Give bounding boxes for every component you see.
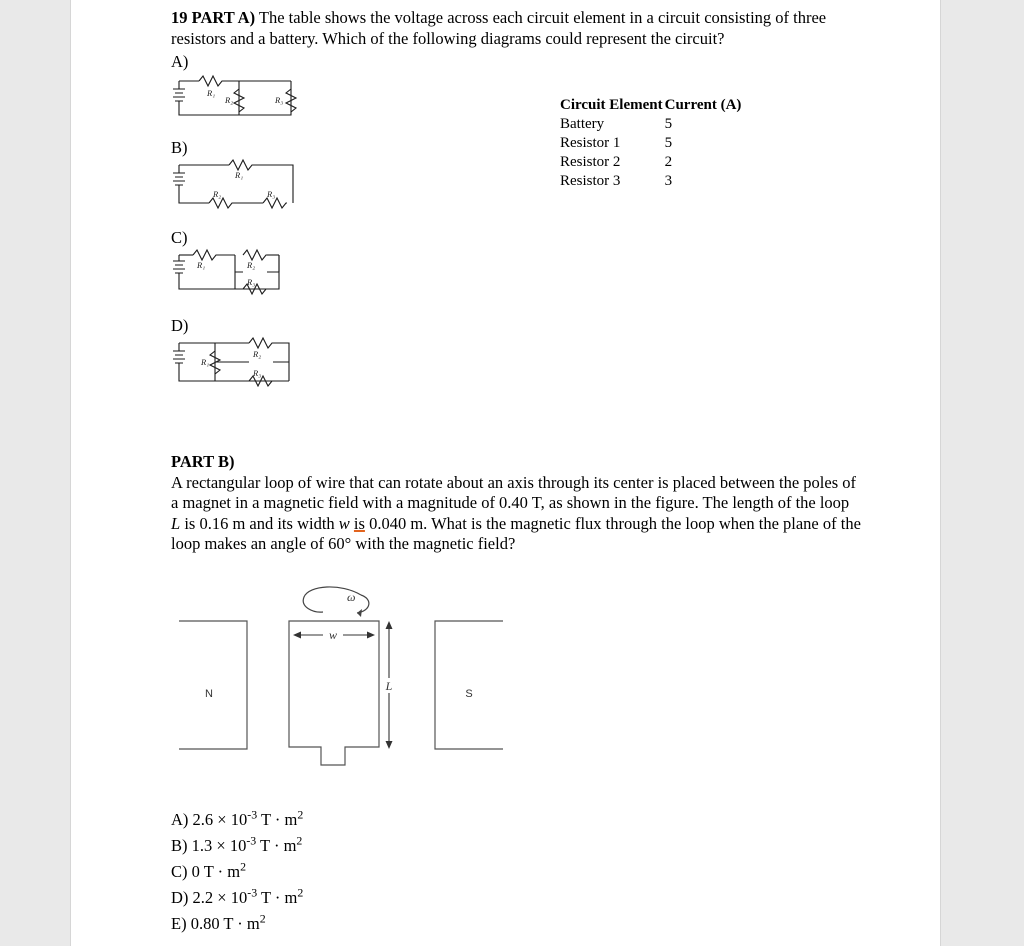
answer-d-mantissa: 2.2 xyxy=(192,887,214,907)
part-b-body-line3b: is 0.16 m and its width xyxy=(180,513,339,533)
table-cell-element: Resistor 3 xyxy=(560,173,621,189)
table-cell-element: Resistor 1 xyxy=(560,135,621,151)
table-cell-current: 5 xyxy=(664,116,673,132)
current-table-body xyxy=(559,115,742,191)
table-cell-current: 2 xyxy=(664,154,673,170)
answer-choice-a[interactable] xyxy=(171,807,861,830)
answer-c-mantissa: 0 xyxy=(191,861,200,881)
part-b-body-line4: loop when the plane of the loop makes an angle of 60° with the magnetic field? xyxy=(171,513,861,553)
part-b-body-line1: A rectangular loop of wire that can rotate about an axis through its center is placed between the xyxy=(171,472,800,492)
circuit-b-r3-label: R₃ xyxy=(267,189,276,199)
answer-e-unit: T · m xyxy=(223,913,260,933)
south-pole-label: S xyxy=(465,687,473,700)
answer-choice-d[interactable] xyxy=(171,885,861,908)
part-a-heading: PART A) xyxy=(191,8,256,27)
part-a-body-line1: The table shows the voltage across each circuit element in a circuit consisting of xyxy=(258,8,790,27)
circuit-diagram-b xyxy=(171,157,301,211)
answer-choice-b[interactable] xyxy=(171,833,861,856)
part-b-answers xyxy=(171,807,861,934)
circuit-b-r2-label: R₂ xyxy=(213,189,222,199)
part-a-number: 19 xyxy=(171,8,188,27)
answer-d-base: 10 xyxy=(230,887,248,907)
table-row xyxy=(559,172,742,191)
table-header-row xyxy=(559,96,742,115)
current-table-inner xyxy=(559,96,742,191)
answer-d-letter: D) xyxy=(171,887,189,907)
length-label: L xyxy=(385,678,393,693)
answer-c-letter: C) xyxy=(171,861,188,881)
answer-b-letter: B) xyxy=(171,835,188,855)
option-b-letter: B) xyxy=(171,138,188,157)
document-content xyxy=(171,8,861,934)
answer-b-exponent: -3 xyxy=(246,833,257,847)
symbol-L: L xyxy=(171,513,181,533)
magnet-loop-svg xyxy=(171,579,511,789)
spellcheck-word-is: is xyxy=(353,513,365,533)
answer-b-base: 10 xyxy=(229,835,247,855)
answer-b-times: × xyxy=(216,835,226,855)
answer-choice-c[interactable] xyxy=(171,859,861,882)
part-b-heading: PART B) xyxy=(171,452,235,471)
answer-e-unit-exp: 2 xyxy=(259,911,266,925)
north-pole-shape xyxy=(179,621,247,749)
current-table xyxy=(559,96,742,191)
circuit-d-r3-label: R₃ xyxy=(253,368,262,378)
answer-e-mantissa: 0.80 xyxy=(190,913,220,933)
answer-d-unit: T · m xyxy=(260,887,298,907)
answer-e-letter: E) xyxy=(171,913,187,933)
north-pole-label: N xyxy=(205,687,213,700)
option-a-letter: A) xyxy=(171,52,189,71)
answer-b-unit-exp: 2 xyxy=(296,833,303,847)
answer-b-mantissa: 1.3 xyxy=(191,835,213,855)
part-b-section xyxy=(171,452,861,555)
table-cell-current: 5 xyxy=(664,135,673,151)
width-label: w xyxy=(328,627,338,642)
table-row xyxy=(559,134,742,153)
circuit-c-r2-label: R₂ xyxy=(247,260,256,270)
table-cell-element: Battery xyxy=(560,116,605,132)
table-row xyxy=(559,153,742,172)
circuit-a-r3-label: R₃ xyxy=(275,95,284,105)
table-row xyxy=(559,115,742,134)
answer-a-unit: T · m xyxy=(260,809,298,829)
circuit-a-r1-label: R₁ xyxy=(207,88,216,98)
current-table-container xyxy=(559,96,793,196)
part-b-body-line2: poles of a magnet in a magnetic field with a magnitude of 0.40 T, as shown in the figure. The xyxy=(171,472,856,512)
answer-a-mantissa: 2.6 xyxy=(192,809,214,829)
part-b-question xyxy=(171,473,861,555)
circuit-b-r1-label: R₁ xyxy=(235,170,244,180)
wire-loop-shape xyxy=(289,621,379,765)
answer-d-times: × xyxy=(217,887,227,907)
circuit-c-r1-label: R₁ xyxy=(197,260,206,270)
magnet-loop-figure xyxy=(171,579,861,794)
symbol-w: w xyxy=(338,513,350,533)
south-pole-shape xyxy=(435,621,503,749)
answer-b-unit: T · m xyxy=(260,835,297,855)
part-a-question xyxy=(171,8,861,49)
rotation-arrow-icon xyxy=(303,586,369,616)
table-cell-current: 3 xyxy=(664,173,673,189)
option-c[interactable] xyxy=(171,229,861,297)
circuit-c-r3-label: R₃ xyxy=(247,277,256,287)
answer-c-unit-exp: 2 xyxy=(240,859,247,873)
answer-a-unit-exp: 2 xyxy=(297,807,304,821)
option-d-letter: D) xyxy=(171,316,189,335)
answer-c-unit: T · m xyxy=(203,861,241,881)
answer-choice-e[interactable] xyxy=(171,911,861,934)
circuit-d-r1-label: R₁ xyxy=(201,357,210,367)
circuit-diagram-a xyxy=(171,71,301,123)
part-a-body-line2: three resistors and a battery. Which of the following diagrams could represent the circuit? xyxy=(171,8,827,48)
option-c-letter: C) xyxy=(171,228,188,247)
part-b-body-line3c: 0.040 m. What is the magnetic flux through the xyxy=(364,513,682,533)
table-header-element: Circuit Element xyxy=(560,97,663,113)
answer-a-base: 10 xyxy=(230,809,248,829)
option-d[interactable] xyxy=(171,317,861,387)
answer-a-letter: A) xyxy=(171,809,189,829)
table-header-current: Current (A) xyxy=(664,97,742,113)
circuit-a-r2-label: R₂ xyxy=(225,95,234,105)
answer-a-exponent: -3 xyxy=(247,807,258,821)
circuit-diagram-d xyxy=(171,335,301,387)
part-b-body-line3a: length of the loop xyxy=(732,493,850,512)
part-b-heading-row xyxy=(171,452,861,473)
circuit-diagram-c xyxy=(171,247,301,297)
circuit-d-r2-label: R₂ xyxy=(253,349,262,359)
answer-a-times: × xyxy=(217,809,227,829)
current-table-head xyxy=(559,96,742,115)
answer-d-unit-exp: 2 xyxy=(297,885,304,899)
table-cell-element: Resistor 2 xyxy=(560,154,621,170)
omega-label: ω xyxy=(347,589,356,604)
document-page xyxy=(70,0,941,946)
answer-d-exponent: -3 xyxy=(247,885,258,899)
